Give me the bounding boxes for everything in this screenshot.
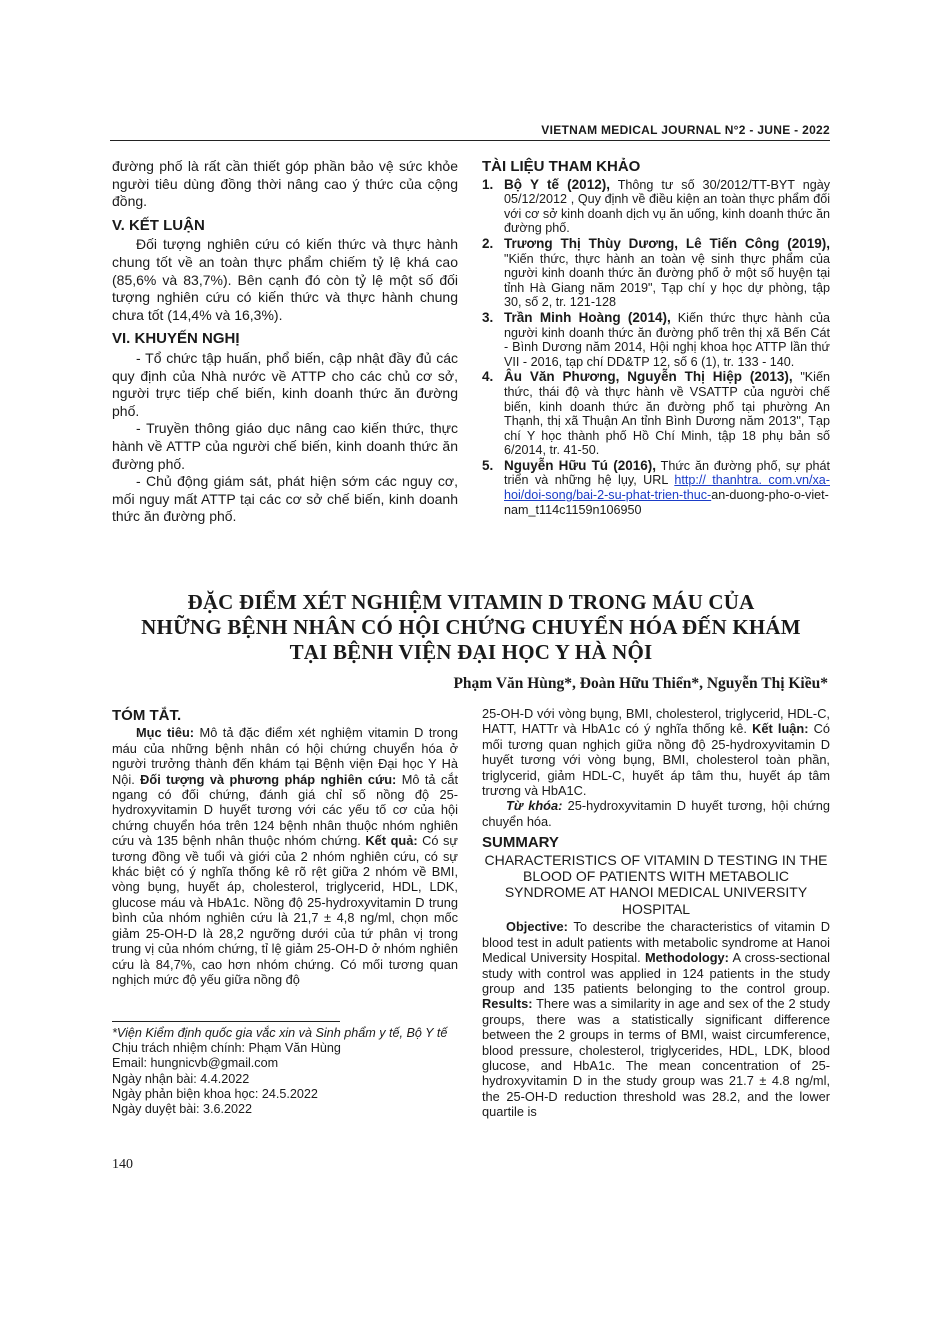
header-rule [110, 140, 830, 141]
reference-number: 2. [482, 235, 494, 251]
conclusion-text: Đối tượng nghiên cứu có kiến thức và thực hành chung tốt về an toàn thực phẩm chiếm tỷ lệ khá cao (85,6% và 83,7%). Bên cạnh đó còn tỷ lệ một số đối tượng nghiên cứu có kiến thức và thực hành chung chưa tốt (14,4% và 16,3%). [112, 236, 458, 323]
reference-item [482, 459, 830, 517]
reference-text: Thức ăn đường phố, sự phát triển và những hệ lụy, URL [504, 458, 830, 488]
summary-methods-text: A cross-sectional study with control was applied in 124 patients in the study group and 135 patients belonging to the control group. [482, 950, 830, 996]
date-received: Ngày nhận bài: 4.4.2022 [112, 1071, 250, 1086]
recommend-item: - Chủ động giám sát, phát hiện sớm các nguy cơ, mối nguy mất ATTP tại các cơ sở chế biến, kinh doanh thức ăn đường phố. [112, 473, 458, 525]
references-column [482, 158, 830, 518]
summary-heading: SUMMARY [482, 834, 559, 852]
conclusion-heading: V. KẾT LUẬN [112, 216, 205, 234]
email: Email: hungnicvb@gmail.com [112, 1056, 279, 1071]
reference-item [482, 237, 830, 310]
reference-url-link[interactable]: http:// thanhtra. com.vn/xa-hoi/doi-song/bai-2-su-phat-trien-thuc- [504, 473, 830, 503]
abstract-heading: TÓM TẮT. [112, 707, 182, 724]
reference-author: Trần Minh Hoàng (2014), [504, 309, 671, 325]
prev-intro-text: đường phố là rất cần thiết góp phần bảo vệ sức khỏe người tiêu dùng đồng thời nâng cao ý thức của cộng đồng. [112, 158, 458, 210]
summary-results-label: Results: [482, 996, 533, 1012]
recommend-item: - Truyền thông giáo dục nâng cao kiến thức, thực hành về ATTP của người chế biến, kinh doanh thức ăn đường phố. [112, 420, 458, 472]
results-text: Có sự tương đồng về tuổi và giới của 2 nhóm nghiên cứu, có sự khác biệt có ý nghĩa thống kê rõ rệt giữa 2 nhóm về BMI, vòng bụng, huyết áp, cholesterol, triglycerid, HDL, LDK, glucose máu và HbA1c. Nồng độ 25-hydroxyvitamin D trung bình của nhóm nghiên cứu là 21,7 ± 4,8 ng/ml, chọn mốc giảm 25-OH-D là 28,2 ngưỡng dưới của tứ phân vị trong trung vị của nhóm chứng, tỉ lệ giảm 25-OH-D ở nhóm nghiên cứu là 84,7%, cao hơn nhóm chứng. Có mối tương quan nghịch mức độ yếu giữa nồng độ [112, 833, 458, 987]
article-authors: Phạm Văn Hùng*, Đoàn Hữu Thiển*, Nguyễn Thị Kiều* [453, 675, 828, 692]
affiliation: *Viện Kiểm định quốc gia vắc xin và Sinh phẩm y tế, Bộ Y tế [112, 1026, 448, 1040]
title-line: NHỮNG BỆNH NHÂN CÓ HỘI CHỨNG CHUYỂN HÓA ĐẾN KHÁM [141, 615, 801, 639]
results-label: Kết quả: [365, 833, 418, 849]
summary-results-text: There was a similarity in age and sex of the 2 study groups, there was a statistically significant difference between the 2 groups in terms of BMI, waist circumference, blood pressure, cholesterol, triglycerides, HDL, LDK, blood glucose, and HbA1c. The mean concentration of 25-hydroxyvitamin D in the study group was 21.7 ± 4.8 ng/ml, the 25-OH-D reduction threshold was 28.2, and the lower quartile is [482, 996, 830, 1120]
date-approved: Ngày duyệt bài: 3.6.2022 [112, 1102, 253, 1117]
summary-objective-label: Objective: [506, 919, 568, 935]
keywords-text: 25-hydroxyvitamin D huyết tương, hội chứng chuyển hóa. [482, 798, 830, 829]
reference-item [482, 178, 830, 236]
abstract-continued [482, 706, 830, 798]
recommend-heading: VI. KHUYẾN NGHỊ [112, 330, 240, 348]
reference-author: Nguyễn Hữu Tú (2016), [504, 457, 656, 473]
reference-item [482, 370, 830, 458]
summary-methods-label: Methodology: [645, 950, 729, 966]
reference-text: "Kiến thức, thái độ và thực hành về VSATTP của người chế biến, kinh doanh thức ăn đường phố tại phường An Thạnh, thị xã Thuận An tỉnh Bình Dương năm 2013", Tạp chí Y học thành phố Hồ Chí Minh, tập 18 phụ bản số 6/2014, tr. 41-50. [504, 370, 830, 458]
reference-url-tail: an-duong-pho-o-viet-nam_t114c1159n106950 [504, 488, 829, 517]
page-number: 140 [112, 1157, 133, 1172]
title-line: TẠI BỆNH VIỆN ĐẠI HỌC Y HÀ NỘI [289, 640, 653, 664]
keywords-label: Từ khóa: [506, 798, 563, 814]
article-title [110, 590, 832, 665]
reference-text: "Kiến thức, thực hành an toàn vệ sinh thực phẩm của người kinh doanh thức ăn đường phố ở một số huyện tại tỉnh Hà Giang năm 2019", Tạp chí y học dự phòng, tập 30, số 2, tr. 121-128 [504, 251, 830, 310]
journal-header: VIETNAM MEDICAL JOURNAL N°2 - JUNE - 2022 [541, 123, 830, 137]
footnote-rule [112, 1021, 340, 1022]
reference-number: 4. [482, 369, 494, 385]
summary-title: CHARACTERISTICS OF VITAMIN D TESTING IN THE BLOOD OF PATIENTS WITH METABOLIC SYNDROME AT HANOI MEDICAL UNIVERSITY HOSPITAL [484, 851, 828, 917]
keywords [482, 798, 830, 829]
footnotes [112, 1026, 462, 1117]
reference-author: Trương Thị Thùy Dương, Lê Tiến Công (2019), [504, 235, 830, 251]
reference-number: 3. [482, 309, 494, 325]
reference-text: Kiến thức thực hành của người kinh doanh thức ăn đường phố trên thị xã Bến Cát - Bình Dương năm 2014, Hội nghị khoa học ATTP lần thứ VII - 2016, tạp chí DD&TP 12, số 6 (1), tr. 133 - 140. [504, 310, 830, 369]
prev-article-left-column [112, 158, 458, 526]
objective-text: Mô tả đặc điểm xét nghiệm vitamin D trong máu của những bệnh nhân có hội chứng chuyển hóa ở người trưởng thành đến khám tại Bệnh viện Đại học Y Hà Nội. [112, 725, 458, 787]
reference-author: Âu Văn Phương, Nguyễn Thị Hiệp (2013), [504, 369, 793, 385]
references-heading: TÀI LIỆU THAM KHẢO [482, 158, 641, 175]
references-list [482, 178, 830, 518]
reference-item [482, 311, 830, 369]
reference-text: Thông tư số 30/2012/TT-BYT ngày 05/12/2012 , Quy định về điều kiện an toàn thực phẩm đối với cơ sở kinh doanh dịch vụ ăn uống, kinh doanh thức ăn đường phố. [504, 177, 831, 236]
reference-number: 5. [482, 457, 494, 473]
conclusion-label: Kết luận: [752, 721, 809, 737]
responsible-author: Chịu trách nhiệm chính: Phạm Văn Hùng [112, 1041, 341, 1056]
objective-label: Mục tiêu: [136, 725, 195, 741]
abstract-column [112, 708, 458, 987]
date-reviewed: Ngày phản biện khoa học: 24.5.2022 [112, 1086, 318, 1101]
abstract-text [112, 725, 458, 987]
conclusion-text: Có mối tương quan nghịch giữa nồng độ 25-hydroxyvitamin D huyết tương với vòng bụng, BMI, cholesterol toàn phần, triglycerid, giảm HDL-C, huyết áp tâm thu, huyết áp tâm trương và HbA1C. [482, 721, 830, 799]
summary-text [482, 919, 830, 1119]
title-line: ĐẶC ĐIỂM XÉT NGHIỆM VITAMIN D TRONG MÁU CỦA [187, 590, 755, 614]
methods-label: Đối tượng và phương pháp nghiên cứu: [140, 771, 397, 787]
recommend-item: - Tổ chức tập huấn, phổ biến, cập nhật đầy đủ các quy định của Nhà nước về ATTP cho các chủ cơ sở, người trực tiếp chế biến, kinh doanh thức ăn đường phố. [112, 349, 458, 419]
methods-text: Mô tả cắt ngang có đối chứng, đánh giá chỉ số nồng độ 25-hydroxyvitamin D huyết tương với các yếu tố cơ của hội chứng chuyển hóa trên 124 bệnh nhân thuộc nhóm nghiên cứu và 135 bệnh nhân thuộc nhóm chứng. [112, 771, 459, 849]
reference-number: 1. [482, 176, 494, 192]
summary-objective-text: To describe the characteristics of vitamin D blood test in adult patients with metabolic syndrome at Hanoi Medical University Hospital. [482, 919, 830, 966]
results-cont: 25-OH-D với vòng bụng, BMI, cholesterol, triglycerid, HDL-C, HATT, HATTr và HbA1c có ý nghĩa thống kê. [482, 706, 830, 737]
reference-author: Bộ Y tế (2012), [504, 176, 610, 192]
abstract-right-column [482, 706, 830, 1120]
